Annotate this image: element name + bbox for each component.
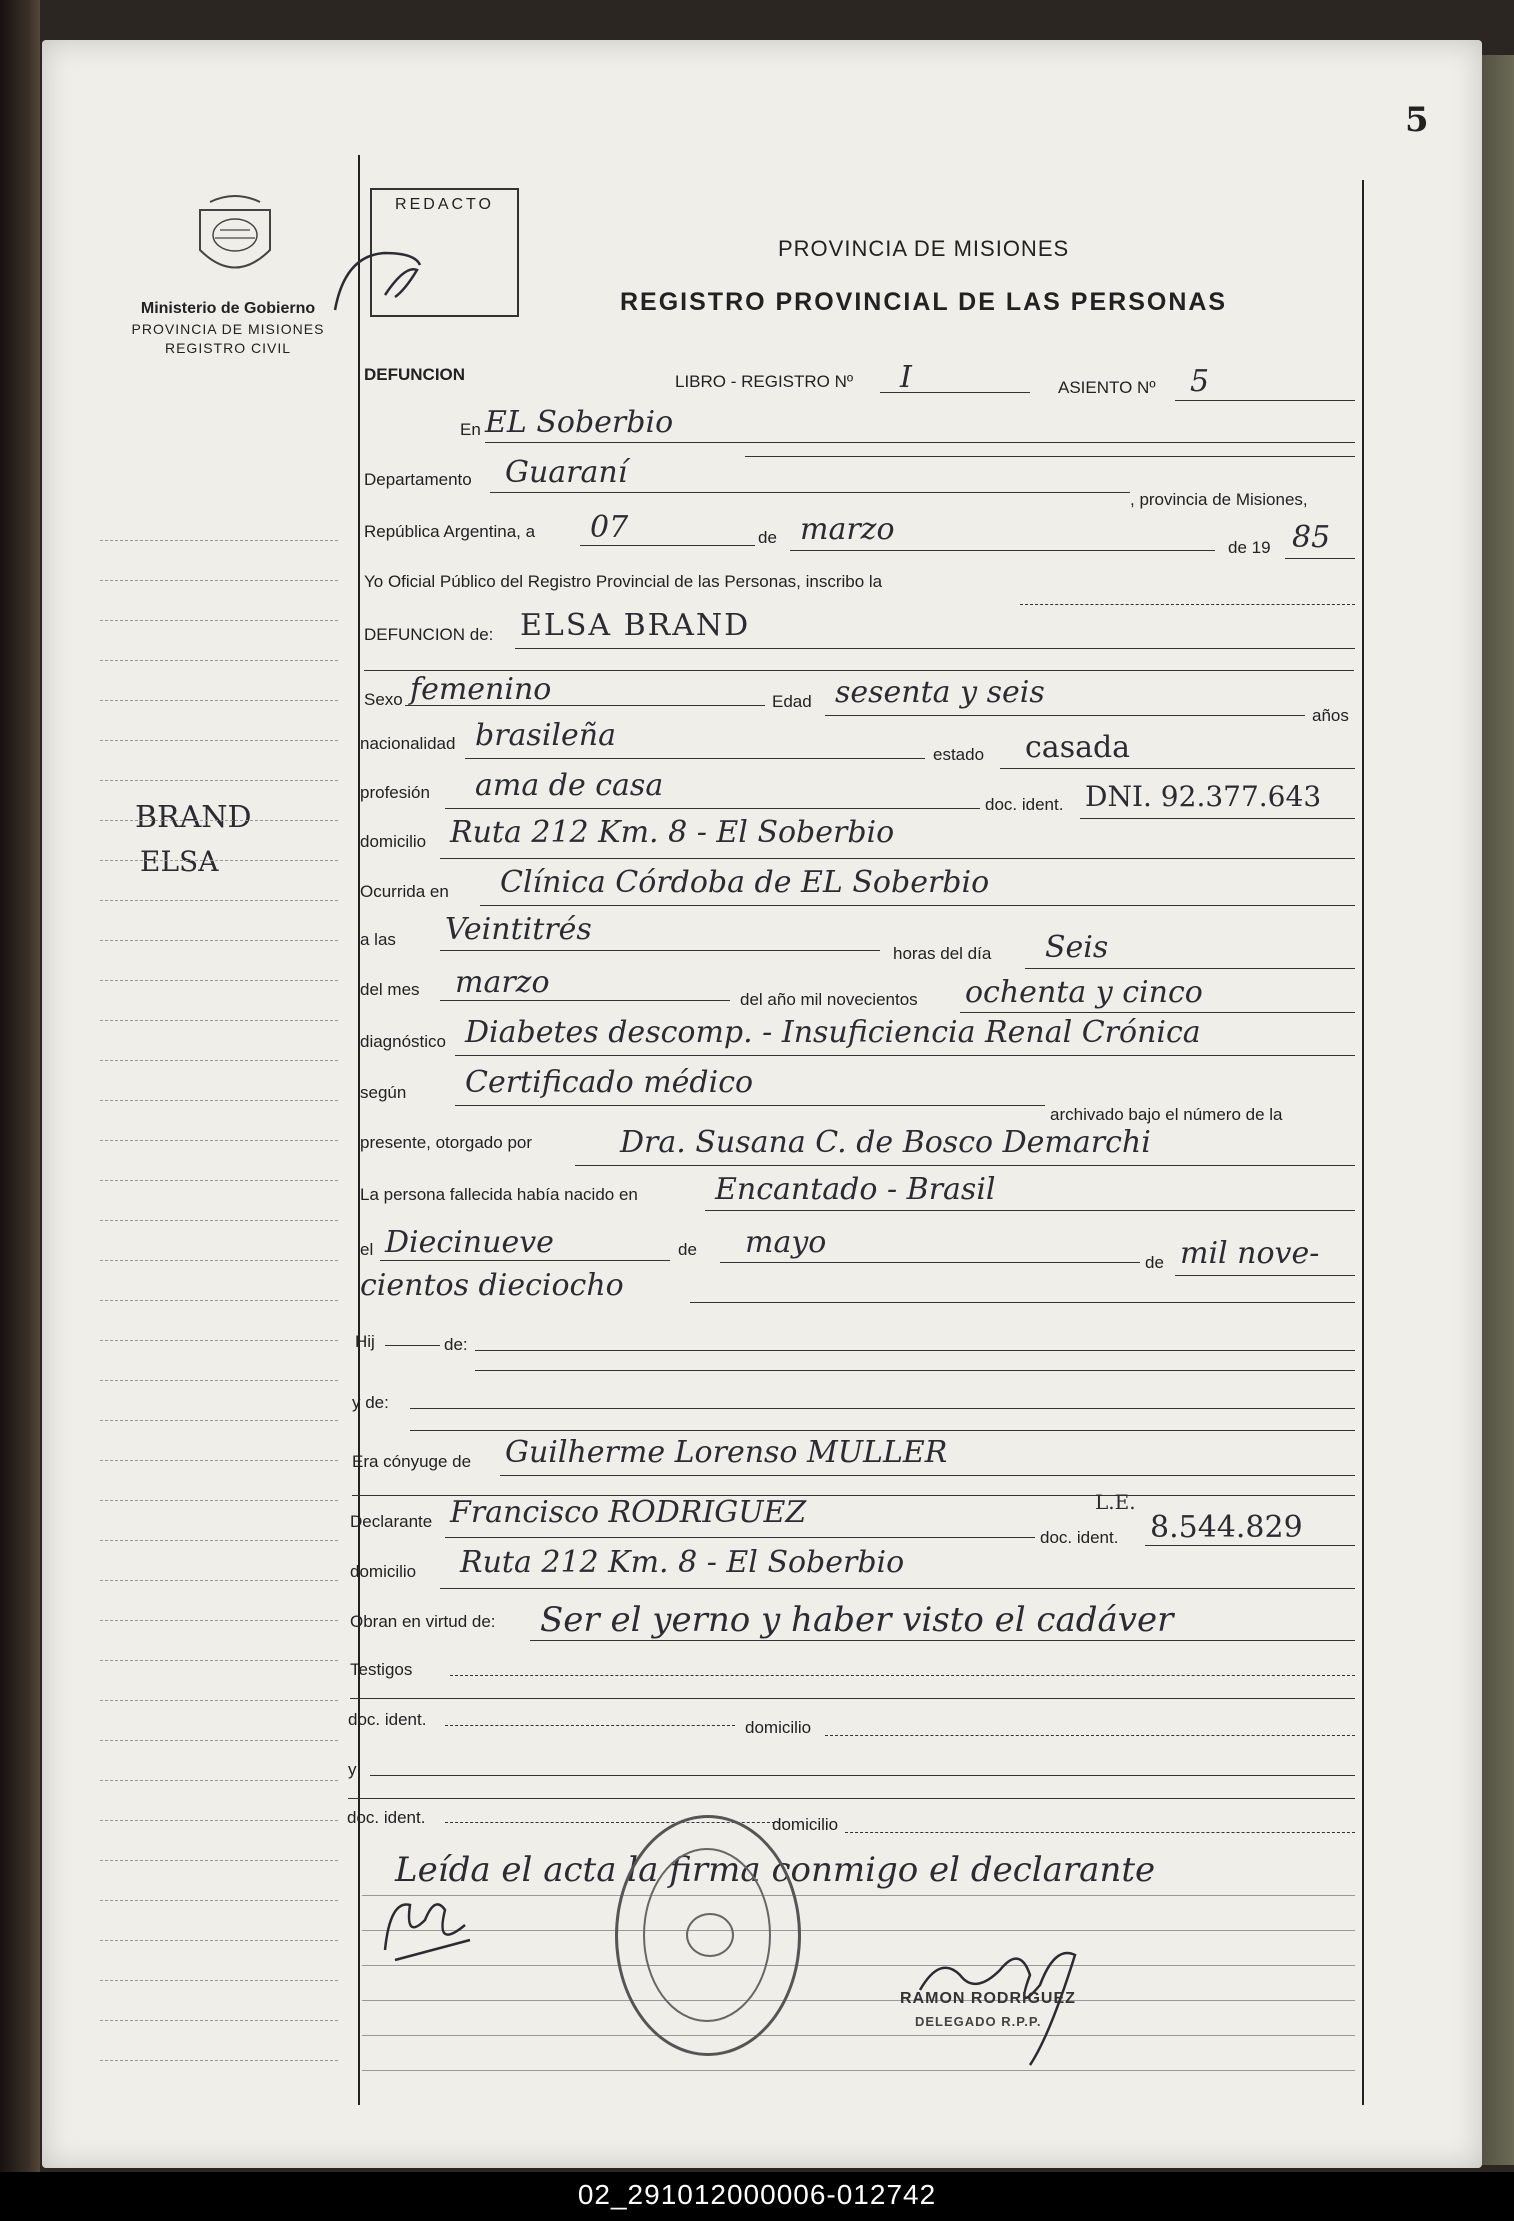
registry-title: REGISTRO PROVINCIAL DE LAS PERSONAS	[620, 288, 1228, 316]
margin-ruled-line	[100, 2060, 338, 2061]
obran-line	[530, 1640, 1355, 1641]
margin-ruled-line	[100, 1500, 338, 1501]
conyuge-line	[500, 1475, 1355, 1476]
testigos-label: Testigos	[350, 1660, 413, 1679]
margin-ruled-line	[100, 1140, 338, 1141]
mes-line	[790, 550, 1215, 551]
el-value: Diecinueve	[385, 1225, 554, 1260]
de3-label: de	[1145, 1253, 1164, 1272]
edad-label: Edad	[772, 692, 812, 711]
de19-label: de 19	[1228, 538, 1271, 557]
margin-ruled-line	[100, 740, 338, 741]
margin-ruled-line	[100, 820, 338, 821]
nacido-label: La persona fallecida había nacido en	[360, 1185, 638, 1204]
closing-ruled-line	[362, 1965, 1355, 1966]
profesion-value: ama de casa	[475, 768, 664, 803]
margin-ruled-line	[100, 1820, 338, 1821]
margin-ruled-line	[100, 980, 338, 981]
anio-line	[1285, 558, 1355, 559]
right-vertical-rule	[1362, 180, 1364, 2105]
domicilio2-line	[440, 1588, 1355, 1589]
footer-image-id: 02_291012000006-012742	[0, 2172, 1514, 2221]
closing-ruled-line	[362, 2070, 1355, 2071]
mes-value: marzo	[800, 512, 895, 547]
book-binding-edge	[0, 0, 40, 2221]
margin-ruled-line	[100, 1780, 338, 1781]
margin-ruled-line	[100, 1740, 338, 1741]
anio2-line	[1175, 1275, 1355, 1276]
margin-note-name: ELSA	[140, 845, 219, 878]
ministry-header	[108, 300, 348, 356]
domicilio2-value: Ruta 212 Km. 8 - El Soberbio	[460, 1545, 905, 1580]
margin-ruled-line	[100, 1620, 338, 1621]
obran-label: Obran en virtud de:	[350, 1612, 496, 1631]
nacido-value: Encantado - Brasil	[715, 1172, 996, 1207]
domicilio-value: Ruta 212 Km. 8 - El Soberbio	[450, 815, 895, 850]
conyuge-value: Guilherme Lorenso MULLER	[505, 1435, 948, 1470]
margin-ruled-line	[100, 540, 338, 541]
hijo-de-label: de:	[444, 1335, 468, 1354]
libro-value: I	[900, 360, 912, 395]
alas-label: a las	[360, 930, 396, 949]
docident4-label: doc. ident.	[347, 1808, 426, 1827]
profesion-label: profesión	[360, 783, 430, 802]
y-line-2	[348, 1798, 1355, 1799]
docident-value: DNI. 92.377.643	[1085, 780, 1322, 813]
sexo-line	[405, 705, 765, 706]
docident-label: doc. ident.	[985, 795, 1064, 814]
record-type: DEFUNCION	[364, 365, 466, 384]
docident-line	[1080, 818, 1355, 819]
docident2-prefix: L.E.	[1095, 1490, 1136, 1514]
conyuge-label: Era cónyuge de	[352, 1452, 472, 1471]
ministry-name: Ministerio de Gobierno	[140, 300, 316, 317]
margin-ruled-line	[100, 1460, 338, 1461]
alas-line	[440, 950, 880, 951]
docident3-label: doc. ident.	[348, 1710, 427, 1729]
margin-note-surname: BRAND	[135, 800, 252, 835]
ocurrida-line	[480, 905, 1355, 906]
margin-ruled-line	[100, 1180, 338, 1181]
docident2-value: 8.544.829	[1150, 1510, 1303, 1545]
leida-text: Leída el acta la firma conmigo el declarante	[395, 1850, 1156, 1890]
hijo-de-line-2	[475, 1370, 1355, 1371]
mes2-value: mayo	[745, 1225, 827, 1260]
defuncion-line	[515, 648, 1355, 649]
edad-value: sesenta y seis	[835, 675, 1045, 710]
nacido-line	[705, 1210, 1355, 1211]
delmes-label: del mes	[360, 980, 420, 999]
domicilio-line	[440, 858, 1355, 859]
segun-line	[455, 1105, 1045, 1106]
margin-ruled-line	[100, 1700, 338, 1701]
en-value: EL Soberbio	[485, 405, 674, 440]
margin-ruled-line	[100, 1300, 338, 1301]
yde-line	[410, 1408, 1355, 1409]
margin-ruled-line	[100, 1660, 338, 1661]
en-line	[485, 442, 1355, 443]
nacionalidad-line	[465, 758, 925, 759]
yde-line-2	[410, 1430, 1355, 1431]
horas-label: horas del día	[893, 944, 992, 963]
closing-ruled-line	[362, 1895, 1355, 1896]
yde-label: y de:	[352, 1393, 389, 1412]
margin-ruled-line	[100, 1060, 338, 1061]
margin-ruled-line	[100, 1420, 338, 1421]
defuncion-value: ELSA BRAND	[520, 608, 751, 643]
en-label: En	[460, 420, 481, 439]
defuncion-line-2	[364, 670, 1354, 671]
hijo-line	[385, 1345, 440, 1346]
anio-value: 85	[1292, 520, 1331, 555]
margin-ruled-line	[100, 1020, 338, 1021]
departamento-value: Guaraní	[505, 455, 628, 490]
anio2-value: mil nove-	[1180, 1236, 1320, 1271]
profesion-line	[445, 808, 980, 809]
closing-ruled-line	[362, 2000, 1355, 2001]
nacionalidad-value: brasileña	[475, 718, 616, 753]
declarante-value: Francisco RODRIGUEZ	[450, 1495, 807, 1530]
anio2-continuation: cientos dieciocho	[360, 1268, 624, 1303]
obran-value: Ser el yerno y haber visto el cadáver	[540, 1600, 1174, 1640]
libro-label: LIBRO - REGISTRO Nº	[675, 372, 854, 391]
margin-ruled-line	[100, 1580, 338, 1581]
republica-label: República Argentina, a	[364, 522, 536, 541]
margin-ruled-line	[100, 900, 338, 901]
domicilio2-label: domicilio	[350, 1562, 417, 1581]
official-name: RAMON RODRIGUEZ	[900, 1990, 1076, 2007]
margin-ruled-line	[100, 1900, 338, 1901]
registry-stamp-icon	[615, 1815, 801, 2056]
presente-label: presente, otorgado por	[360, 1133, 533, 1152]
el-line	[380, 1260, 670, 1261]
official-role: DELEGADO R.P.P.	[915, 2014, 1042, 2029]
segun-value: Certificado médico	[465, 1065, 754, 1100]
coat-of-arms-icon	[190, 190, 280, 290]
declarante-line	[445, 1537, 1035, 1538]
libro-line	[880, 392, 1030, 393]
asiento-label: ASIENTO Nº	[1058, 378, 1156, 397]
testigos-line	[450, 1675, 1355, 1676]
margin-ruled-line	[100, 1860, 338, 1861]
margin-ruled-line	[100, 860, 338, 861]
delmes-value: marzo	[455, 965, 550, 1000]
domicilio3-line	[825, 1735, 1355, 1736]
margin-ruled-line	[100, 1980, 338, 1981]
province-title: PROVINCIA DE MISIONES	[778, 236, 1070, 261]
margin-ruled-line	[100, 1940, 338, 1941]
oficial-text: Yo Oficial Público del Registro Provincial de las Personas, inscribo la	[364, 572, 883, 591]
margin-ruled-line	[100, 780, 338, 781]
mes2-line	[720, 1262, 1140, 1263]
ministry-registry: REGISTRO CIVIL	[164, 340, 292, 356]
de2-label: de	[678, 1240, 697, 1259]
hijo-label: Hij	[355, 1332, 375, 1351]
horas-value: Seis	[1045, 930, 1109, 965]
docident3-line	[445, 1725, 735, 1726]
domicilio4-line	[845, 1832, 1355, 1833]
ministry-province: PROVINCIA DE MISIONES	[131, 321, 325, 337]
diagnostico-label: diagnóstico	[360, 1032, 447, 1051]
sexo-value: femenino	[410, 672, 552, 707]
oficial-line	[1020, 604, 1355, 605]
closing-ruled-line	[362, 1930, 1355, 1931]
margin-ruled-line	[100, 1340, 338, 1341]
presente-line	[575, 1165, 1355, 1166]
sexo-label: Sexo	[364, 690, 403, 709]
diagnostico-line	[455, 1055, 1355, 1056]
hijo-de-line	[475, 1350, 1355, 1351]
dia-line	[580, 545, 755, 546]
margin-ruled-line	[100, 580, 338, 581]
margin-ruled-line	[100, 1220, 338, 1221]
estado-value: casada	[1025, 730, 1131, 765]
declarante-label: Declarante	[350, 1512, 433, 1531]
estado-line	[1000, 768, 1355, 769]
margin-ruled-line	[100, 1380, 338, 1381]
archivado-label: archivado bajo el número de la	[1050, 1105, 1283, 1124]
segun-label: según	[360, 1083, 407, 1102]
margin-ruled-line	[100, 700, 338, 701]
margin-ruled-line	[100, 660, 338, 661]
asiento-line	[1175, 400, 1355, 401]
margin-ruled-line	[100, 940, 338, 941]
redacto-initials-icon	[325, 235, 465, 315]
anios-label: años	[1312, 706, 1349, 725]
horas-line	[1025, 968, 1355, 969]
docident2-label: doc. ident.	[1040, 1528, 1119, 1547]
diagnostico-value: Diabetes descomp. - Insuficiencia Renal Crónica	[465, 1015, 1201, 1050]
delanio-line	[960, 1012, 1355, 1013]
asiento-value: 5	[1190, 364, 1210, 399]
edad-line	[825, 715, 1305, 716]
y-line	[370, 1775, 1355, 1776]
page-number: 5	[1405, 100, 1429, 140]
ocurrida-value: Clínica Córdoba de EL Soberbio	[500, 865, 990, 900]
nacionalidad-label: nacionalidad	[360, 734, 456, 753]
domicilio3-label: domicilio	[745, 1718, 812, 1737]
declarant-signature-icon	[375, 1880, 485, 1970]
alas-value: Veintitrés	[445, 912, 592, 947]
dia-value: 07	[590, 510, 629, 545]
departamento-line	[490, 492, 1130, 493]
redacto-label: REDACTO	[395, 196, 494, 213]
margin-ruled-line	[100, 1540, 338, 1541]
estado-label: estado	[933, 745, 985, 764]
margin-ruled-line	[100, 620, 338, 621]
y-label: y	[348, 1760, 357, 1779]
el-label: el	[360, 1240, 374, 1259]
de-label: de	[758, 528, 777, 547]
margin-ruled-line	[100, 2020, 338, 2021]
en-line-2	[745, 456, 1355, 457]
closing-ruled-line	[362, 2035, 1355, 2036]
defuncion-label: DEFUNCION de:	[364, 625, 494, 644]
provincia-suffix: , provincia de Misiones,	[1130, 490, 1308, 509]
testigos-line-2	[350, 1698, 1355, 1699]
delmes-line	[440, 1000, 730, 1001]
anio2-cont-line	[690, 1302, 1355, 1303]
delanio-value: ochenta y cinco	[965, 975, 1203, 1010]
docident2-line	[1145, 1545, 1355, 1546]
presente-value: Dra. Susana C. de Bosco Demarchi	[620, 1125, 1151, 1160]
margin-ruled-line	[100, 1100, 338, 1101]
domicilio-label: domicilio	[360, 832, 427, 851]
ocurrida-label: Ocurrida en	[360, 882, 449, 901]
delanio-label: del año mil novecientos	[740, 990, 918, 1009]
domicilio4-label: domicilio	[772, 1815, 839, 1834]
departamento-label: Departamento	[364, 470, 472, 489]
margin-ruled-line	[100, 1260, 338, 1261]
